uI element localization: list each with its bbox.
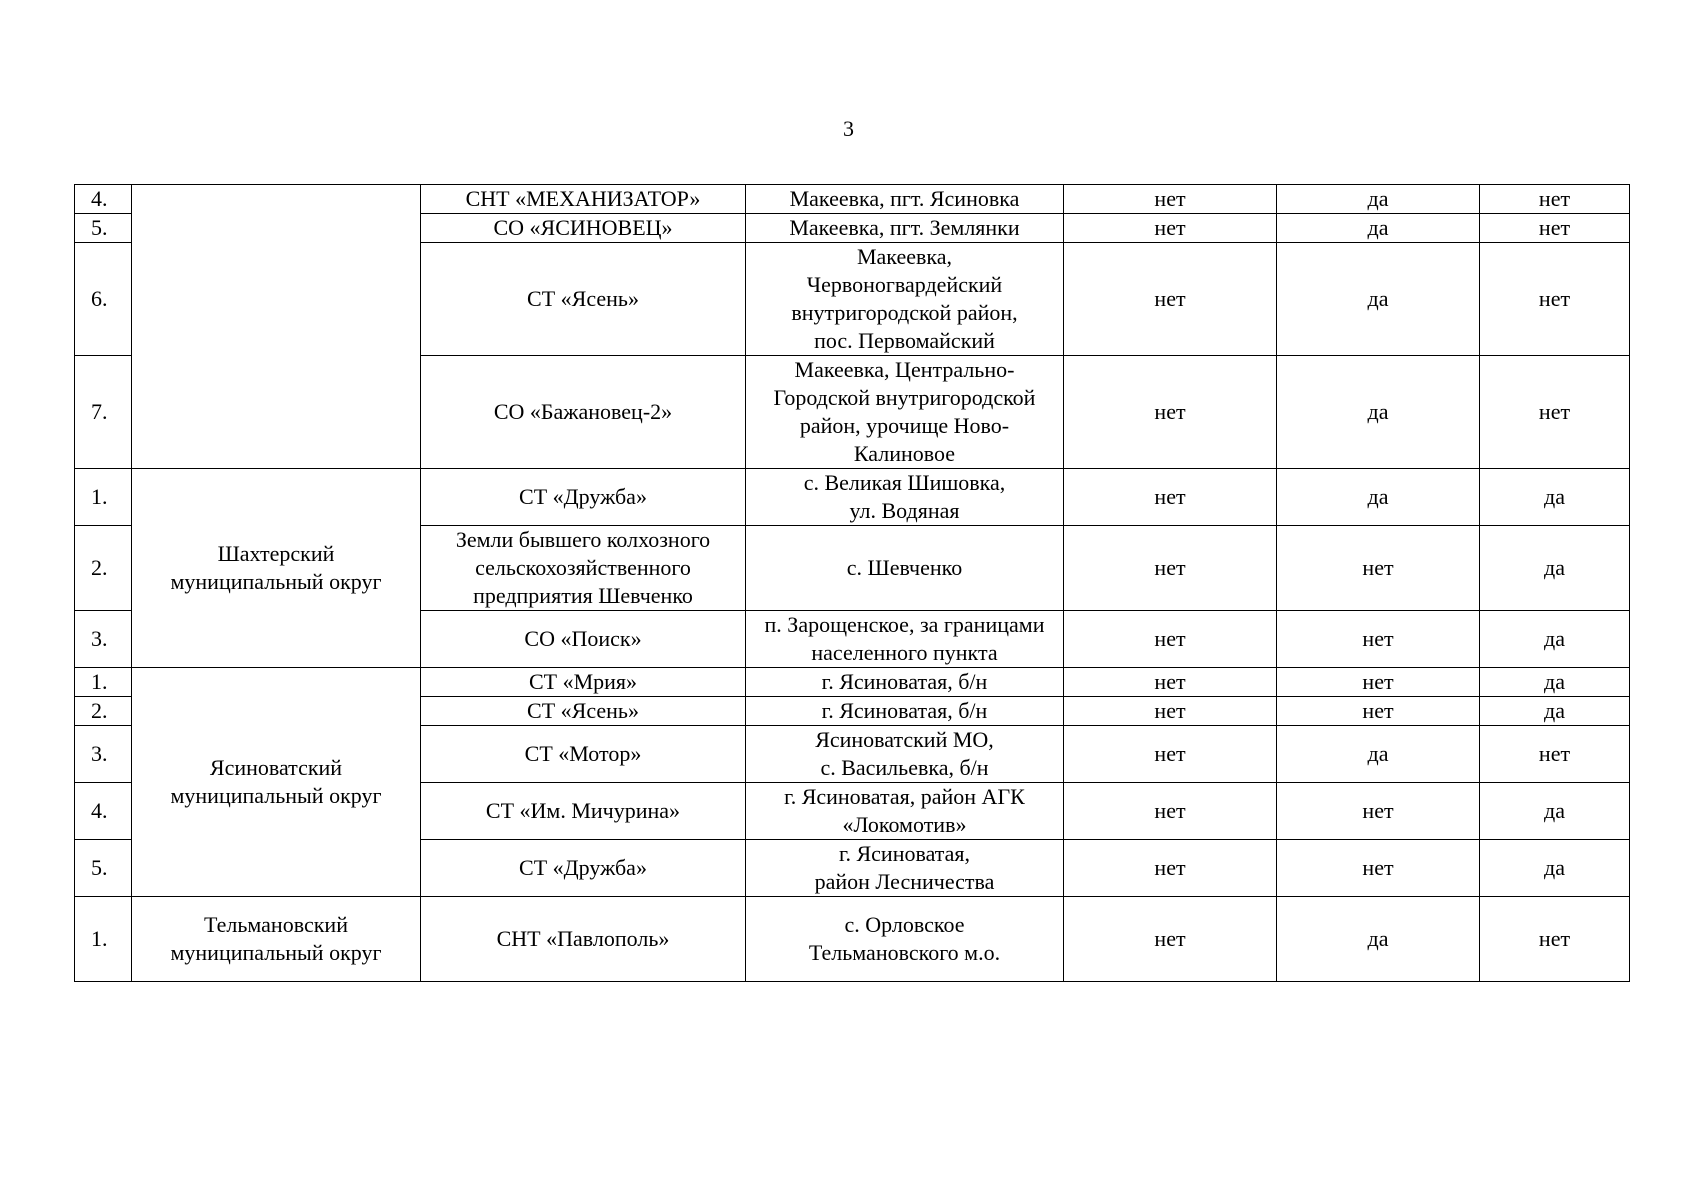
flag-cell-col7: нет	[1480, 726, 1630, 783]
row-number-cell: 1.	[75, 668, 132, 697]
table-row	[75, 897, 1630, 982]
organization-name-cell: СО «Бажановец-2»	[421, 356, 746, 469]
location-cell: г. Ясиноватая, район Лесничества	[746, 840, 1064, 897]
flag-cell-col6: нет	[1277, 668, 1480, 697]
organization-name-cell: СНТ «МЕХАНИЗАТОР»	[421, 185, 746, 214]
flag-cell-col5: нет	[1064, 726, 1277, 783]
row-number-cell: 3.	[75, 611, 132, 668]
table-row	[75, 185, 1630, 214]
location-cell: п. Зарощенское, за границами населенного пункта	[746, 611, 1064, 668]
flag-cell-col7: нет	[1480, 214, 1630, 243]
flag-cell-col5: нет	[1064, 185, 1277, 214]
flag-cell-col6: нет	[1277, 840, 1480, 897]
location-cell: г. Ясиноватая, б/н	[746, 668, 1064, 697]
row-number-cell: 2.	[75, 697, 132, 726]
flag-cell-col6: да	[1277, 185, 1480, 214]
location-cell: г. Ясиноватая, б/н	[746, 697, 1064, 726]
organization-name-cell: СО «ЯСИНОВЕЦ»	[421, 214, 746, 243]
flag-cell-col5: нет	[1064, 783, 1277, 840]
flag-cell-col5: нет	[1064, 897, 1277, 982]
row-number-cell: 2.	[75, 526, 132, 611]
organization-name-cell: СТ «Им. Мичурина»	[421, 783, 746, 840]
flag-cell-col7: да	[1480, 783, 1630, 840]
location-cell: Макеевка, пгт. Ясиновка	[746, 185, 1064, 214]
district-cell: Шахтерский муниципальный округ	[132, 469, 421, 668]
row-number-cell: 3.	[75, 726, 132, 783]
location-cell: Макеевка, пгт. Землянки	[746, 214, 1064, 243]
flag-cell-col6: нет	[1277, 697, 1480, 726]
flag-cell-col6: нет	[1277, 526, 1480, 611]
flag-cell-col5: нет	[1064, 611, 1277, 668]
organization-name-cell: Земли бывшего колхозного сельскохозяйственного предприятия Шевченко	[421, 526, 746, 611]
organization-name-cell: СТ «Дружба»	[421, 840, 746, 897]
flag-cell-col7: нет	[1480, 897, 1630, 982]
flag-cell-col5: нет	[1064, 668, 1277, 697]
flag-cell-col7: нет	[1480, 185, 1630, 214]
row-number-cell: 6.	[75, 243, 132, 356]
row-number-cell: 7.	[75, 356, 132, 469]
table-body	[75, 185, 1630, 982]
organization-name-cell: СТ «Ясень»	[421, 243, 746, 356]
organization-name-cell: СО «Поиск»	[421, 611, 746, 668]
row-number-cell: 4.	[75, 783, 132, 840]
organization-name-cell: СТ «Ясень»	[421, 697, 746, 726]
flag-cell-col6: нет	[1277, 611, 1480, 668]
flag-cell-col7: да	[1480, 611, 1630, 668]
flag-cell-col5: нет	[1064, 469, 1277, 526]
flag-cell-col5: нет	[1064, 243, 1277, 356]
table-row	[75, 668, 1630, 697]
flag-cell-col6: да	[1277, 897, 1480, 982]
page-number: 3	[843, 116, 854, 141]
district-cell: Тельмановский муниципальный округ	[132, 897, 421, 982]
organization-name-cell: СТ «Мотор»	[421, 726, 746, 783]
flag-cell-col7: да	[1480, 697, 1630, 726]
organization-name-cell: СНТ «Павлополь»	[421, 897, 746, 982]
location-cell: с. Шевченко	[746, 526, 1064, 611]
organization-name-cell: СТ «Мрия»	[421, 668, 746, 697]
row-number-cell: 1.	[75, 897, 132, 982]
flag-cell-col6: нет	[1277, 783, 1480, 840]
flag-cell-col5: нет	[1064, 526, 1277, 611]
flag-cell-col7: да	[1480, 526, 1630, 611]
table-row	[75, 469, 1630, 526]
flag-cell-col6: да	[1277, 243, 1480, 356]
organization-name-cell: СТ «Дружба»	[421, 469, 746, 526]
flag-cell-col5: нет	[1064, 356, 1277, 469]
flag-cell-col6: да	[1277, 214, 1480, 243]
flag-cell-col5: нет	[1064, 840, 1277, 897]
flag-cell-col7: да	[1480, 469, 1630, 526]
flag-cell-col5: нет	[1064, 214, 1277, 243]
flag-cell-col7: нет	[1480, 243, 1630, 356]
flag-cell-col7: да	[1480, 668, 1630, 697]
district-cell	[132, 185, 421, 469]
location-cell: Макеевка, Червоногвардейский внутригородской район, пос. Первомайский	[746, 243, 1064, 356]
location-cell: Ясиноватский МО, с. Васильевка, б/н	[746, 726, 1064, 783]
location-cell: с. Орловское Тельмановского м.о.	[746, 897, 1064, 982]
flag-cell-col7: да	[1480, 840, 1630, 897]
location-cell: Макеевка, Центрально- Городской внутригородской район, урочище Ново- Калиновое	[746, 356, 1064, 469]
location-cell: г. Ясиноватая, район АГК «Локомотив»	[746, 783, 1064, 840]
row-number-cell: 1.	[75, 469, 132, 526]
row-number-cell: 4.	[75, 185, 132, 214]
flag-cell-col5: нет	[1064, 697, 1277, 726]
district-cell: Ясиноватский муниципальный округ	[132, 668, 421, 897]
flag-cell-col6: да	[1277, 469, 1480, 526]
registry-table	[74, 184, 1630, 982]
row-number-cell: 5.	[75, 214, 132, 243]
row-number-cell: 5.	[75, 840, 132, 897]
flag-cell-col6: да	[1277, 726, 1480, 783]
flag-cell-col7: нет	[1480, 356, 1630, 469]
flag-cell-col6: да	[1277, 356, 1480, 469]
location-cell: с. Великая Шишовка, ул. Водяная	[746, 469, 1064, 526]
